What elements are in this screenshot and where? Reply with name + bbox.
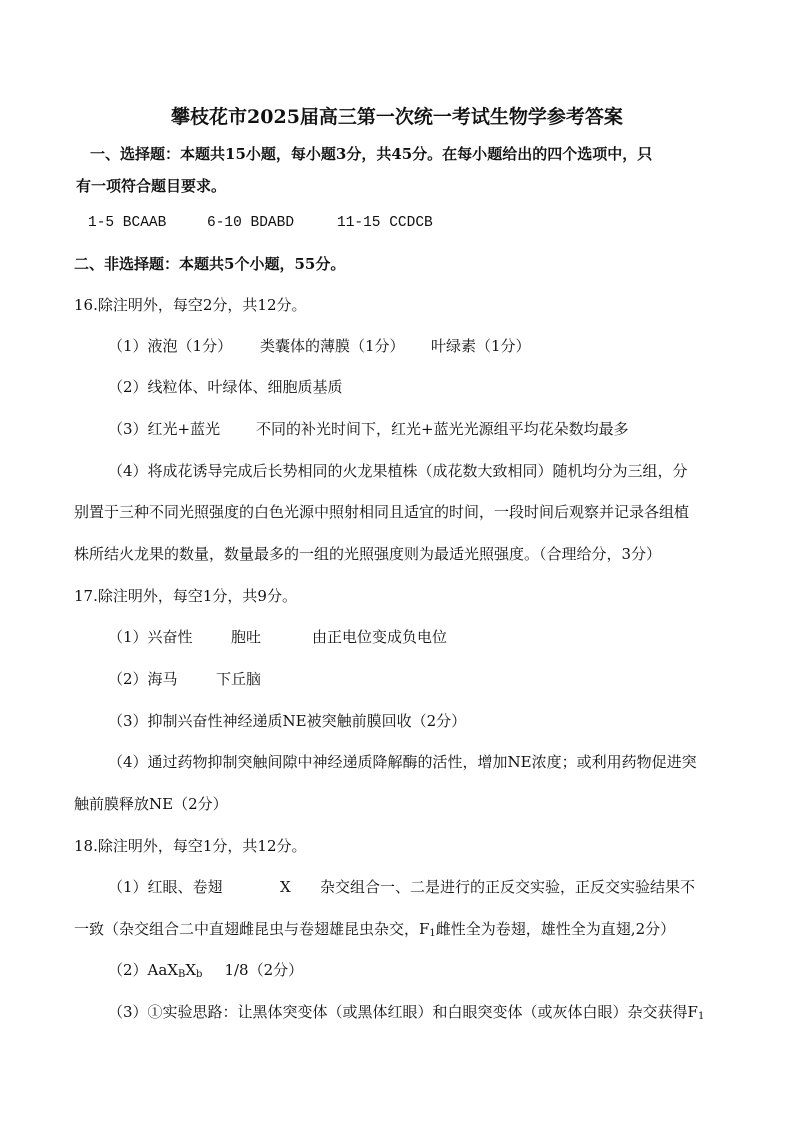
q16-answer-3-a: （3）红光+蓝光: [108, 420, 221, 438]
q16-answer-4-line1: （4）将成花诱导完成后长势相同的火龙果植株（成花数大致相同）随机均分为三组，分: [108, 462, 688, 480]
q17-intro: 17.除注明外，每空1分，共9分。: [74, 587, 297, 605]
q16-answer-1-a: （1）液泡（1分）: [108, 337, 233, 355]
q16-intro: 16.除注明外，每空2分，共12分。: [74, 296, 307, 314]
section1-header-line1: 一、选择题：本题共15小题，每小题3分，共45分。在每小题给出的四个选项中，只: [90, 145, 653, 163]
q18-experiment-idea: （3）①实验思路：让黑体突变体（或黑体红眼）和白眼突变体（或灰体白眼）杂交获得F: [108, 1003, 698, 1021]
mc-answers-1-5: 1-5 BCAAB: [88, 215, 167, 231]
q16-answer-1-b: 类囊体的薄膜（1分）: [260, 337, 405, 355]
q17-answer-1-a: （1）兴奋性: [108, 628, 193, 646]
q18-genotype-sub-b-upper: B: [178, 969, 186, 980]
q18-ratio: 1/8（2分）: [224, 961, 304, 979]
q18-line2-sub: 1: [429, 928, 436, 939]
q17-answer-2-a: （2）海马: [108, 670, 178, 688]
q18-line2-before: 一致（杂交组合二中直翅雌昆虫与卷翅雄昆虫杂交，F: [74, 920, 430, 938]
q18-answer-1-b: X: [280, 878, 291, 896]
q17-answer-4-line1: （4）通过药物抑制突触间隙中神经递质降解酶的活性，增加NE浓度；或利用药物促进突: [108, 753, 697, 771]
q16-answer-2: （2）线粒体、叶绿体、细胞质基质: [108, 378, 343, 396]
q18-answer-1-line2: [74, 919, 675, 942]
q18-experiment-sub: 1: [697, 1011, 705, 1022]
q18-answer-1-c: 杂交组合一、二是进行的正反交实验，正反交实验结果不: [320, 878, 696, 896]
q18-genotype-prefix: （2）AaX: [108, 961, 178, 979]
mc-answers-6-10: 6-10 BDABD: [207, 215, 295, 231]
section1-header-line2: 有一项符合题目要求。: [76, 177, 227, 195]
q18-answer-3: [108, 1002, 704, 1025]
q17-answer-1-c: 由正电位变成负电位: [312, 628, 448, 646]
mc-answers-11-15: 11-15 CCDCB: [337, 215, 433, 231]
q18-answer-2: [108, 960, 303, 983]
page-title: 攀枝花市2025届高三第一次统一考试生物学参考答案: [171, 106, 623, 128]
q16-answer-4-line3: 株所结火龙果的数量，数量最多的一组的光照强度则为最适光照强度。（合理给分，3分）: [74, 545, 662, 563]
q18-genotype-sub-b-lower: b: [196, 969, 203, 980]
section2-header: 二、非选择题：本题共5个小题，55分。: [74, 255, 346, 273]
q17-answer-2-b: 下丘脑: [216, 670, 262, 688]
q18-intro: 18.除注明外，每空1分，共12分。: [74, 837, 307, 855]
q18-answer-1-a: （1）红眼、卷翅: [108, 878, 223, 896]
q18-line2-after: 雌性全为卷翅，雄性全为直翅,2分）: [435, 920, 676, 938]
q17-answer-3: （3）抑制兴奋性神经递质NE被突触前膜回收（2分）: [108, 712, 467, 730]
q16-answer-3-b: 不同的补光时间下，红光+蓝光光源组平均花朵数均最多: [256, 420, 629, 438]
q18-genotype-mid: X: [185, 961, 197, 979]
q17-answer-1-b: 胞吐: [231, 628, 262, 646]
q16-answer-1-c: 叶绿素（1分）: [431, 337, 531, 355]
q16-answer-4-line2: 别置于三种不同光照强度的白色光源中照射相同且适宜的时间，一段时间后观察并记录各组植: [74, 503, 690, 521]
q17-answer-4-line2: 触前膜释放NE（2分）: [74, 795, 228, 813]
